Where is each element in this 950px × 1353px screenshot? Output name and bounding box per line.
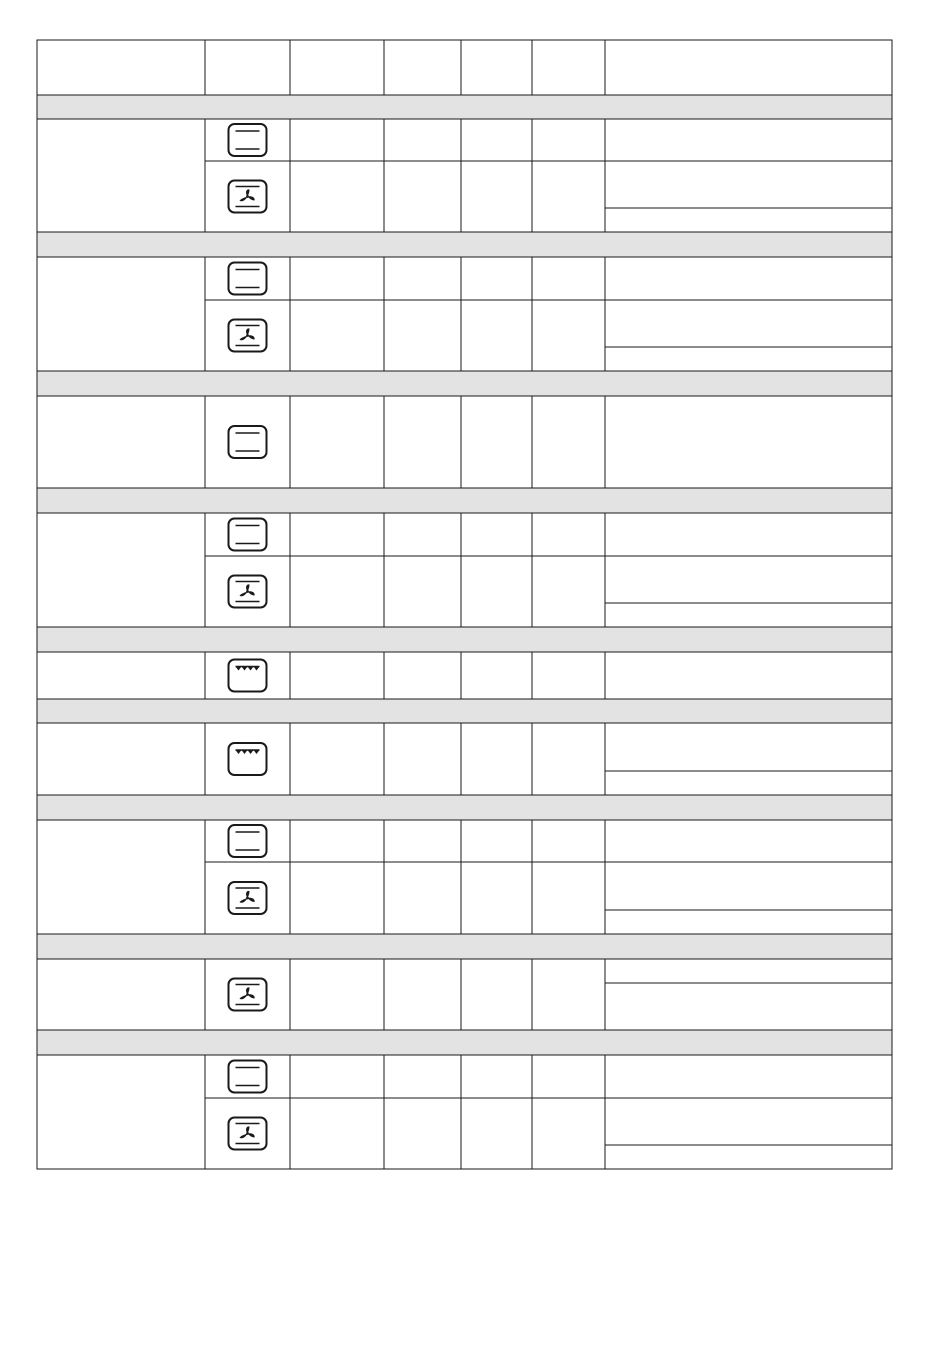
section-header-band (37, 371, 892, 396)
section-header-band (37, 795, 892, 820)
fan-forced-icon (229, 320, 267, 352)
fan-forced-icon (229, 576, 267, 608)
grill-icon (229, 743, 267, 775)
fan-forced-icon (229, 181, 267, 213)
table-header-row (37, 40, 892, 95)
section-header-band (37, 627, 892, 652)
conventional-heat-icon (229, 124, 267, 156)
grill-icon (229, 660, 267, 692)
fan-forced-icon (229, 882, 267, 914)
section-header-band (37, 95, 892, 119)
section-header-band (37, 934, 892, 959)
section-header-band (37, 699, 892, 723)
conventional-heat-icon (229, 1061, 267, 1093)
section-header-band (37, 1030, 892, 1055)
fan-forced-icon (229, 979, 267, 1011)
section-header-band (37, 488, 892, 513)
conventional-heat-icon (229, 263, 267, 295)
section-header-band (37, 232, 892, 257)
conventional-heat-icon (229, 825, 267, 857)
fan-forced-icon (229, 1118, 267, 1150)
conventional-heat-icon (229, 519, 267, 551)
table-outer-border (37, 40, 892, 1169)
conventional-heat-icon (229, 426, 267, 458)
